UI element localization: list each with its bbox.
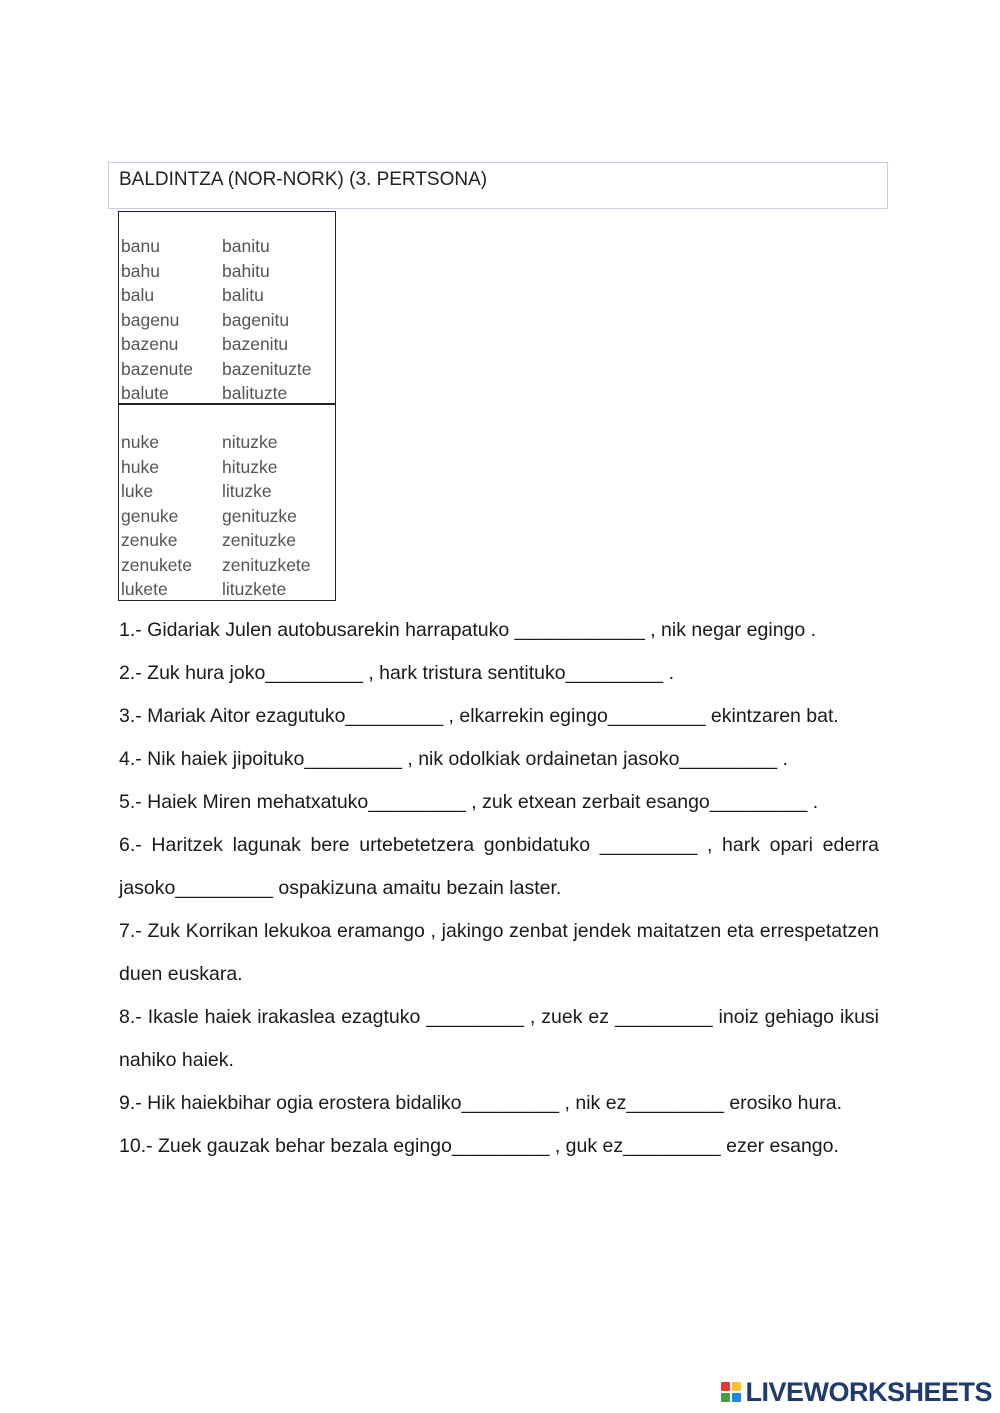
verb-table-row	[119, 553, 335, 578]
verb-table-divider	[119, 403, 335, 405]
verb-form-singular-object: bagenu	[121, 309, 180, 330]
verb-table-row	[119, 479, 335, 504]
exercise-list	[119, 609, 879, 1168]
exercise-sentence: 9.- Hik haiekbihar ogia erostera bidaliko_________ , nik ez_________ erosiko hura.	[119, 1092, 843, 1114]
verb-form-singular-object: huke	[121, 456, 159, 477]
verb-form-plural-object: bazenituzte	[222, 358, 312, 379]
verb-form-singular-object: luke	[121, 481, 154, 501]
verb-form-singular-object: nuke	[121, 432, 159, 452]
verb-form-plural-object: hituzke	[222, 456, 278, 477]
verb-form-singular-object: balute	[121, 383, 169, 403]
worksheet-title	[108, 162, 888, 209]
liveworksheets-logo	[721, 1377, 992, 1407]
verb-table-row	[119, 430, 335, 455]
verb-form-singular-object: bazenu	[121, 334, 179, 354]
verb-form-plural-object: balituzte	[222, 383, 288, 403]
verb-form-plural-object: zenituzke	[222, 530, 296, 550]
verb-form-plural-object: zenituzkete	[222, 554, 311, 575]
verb-table-row	[119, 332, 335, 357]
verb-form-singular-object: balu	[121, 285, 155, 305]
exercise-sentence: 7.- Zuk Korrikan lekukoa eramango , jakingo zenbat jendek maitatzen eta errespetatzen duen euskara.	[119, 920, 879, 985]
verb-table-row	[119, 357, 335, 382]
verb-table-row	[119, 455, 335, 480]
verb-table-row	[119, 577, 335, 602]
verb-table-row	[119, 259, 335, 284]
verb-form-plural-object: nituzke	[222, 432, 278, 452]
verb-form-singular-object: bahu	[121, 260, 160, 281]
verb-table-row	[119, 308, 335, 333]
exercise-sentence: 6.- Haritzek lagunak bere urtebetetzera gonbidatuko _________ , hark opari ederra jasoko_________ ospakizuna amaitu bezain laster.	[119, 834, 879, 899]
logo-square	[721, 1393, 730, 1402]
exercise-sentence: 4.- Nik haiek jipoituko_________ , nik odolkiak ordainetan jasoko_________ .	[119, 748, 788, 770]
verb-form-singular-object: banu	[121, 236, 160, 256]
logo-text: LIVEWORKSHEETS	[745, 1376, 992, 1407]
verb-form-plural-object: bazenitu	[222, 334, 289, 354]
exercise-sentence: 8.- Ikasle haiek irakaslea ezagtuko _________ , zuek ez _________ inoiz gehiago ikusi nahiko haiek.	[119, 1006, 879, 1071]
verb-table-row	[119, 283, 335, 308]
verb-form-singular-object: bazenute	[121, 358, 194, 379]
verb-table-top-block	[119, 234, 335, 406]
verb-form-plural-object: banitu	[222, 236, 270, 256]
verb-table-row	[119, 234, 335, 259]
verb-table-row	[119, 528, 335, 553]
exercise-sentence: 3.- Mariak Aitor ezagutuko_________ , elkarrekin egingo_________ ekintzaren bat.	[119, 705, 839, 727]
exercise-sentence: 1.- Gidariak Julen autobusarekin harrapatuko ____________ , nik negar egingo .	[119, 619, 817, 641]
exercise-sentence: 10.- Zuek gauzak behar bezala egingo_________ , guk ez_________ ezer esango.	[119, 1135, 839, 1157]
verb-form-plural-object: bahitu	[222, 260, 270, 281]
verb-form-plural-object: balitu	[222, 285, 264, 305]
verb-form-singular-object: zenuke	[121, 530, 178, 550]
logo-square	[721, 1382, 730, 1391]
verb-form-plural-object: lituzkete	[222, 579, 287, 599]
verb-table-row	[119, 504, 335, 529]
verb-form-plural-object: lituzke	[222, 481, 272, 501]
verb-form-singular-object: genuke	[121, 505, 179, 526]
verb-form-plural-object: bagenitu	[222, 309, 290, 330]
logo-mark-icon	[721, 1382, 741, 1402]
exercise-sentence: 5.- Haiek Miren mehatxatuko_________ , zuk etxean zerbait esango_________ .	[119, 791, 819, 813]
verb-table-row	[119, 381, 335, 406]
verb-form-singular-object: lukete	[121, 579, 168, 599]
verb-form-plural-object: genituzke	[222, 505, 297, 526]
verb-form-singular-object: zenukete	[121, 554, 193, 575]
worksheet-title-text: BALDINTZA (NOR-NORK) (3. PERTSONA)	[119, 169, 488, 190]
exercise-sentence: 2.- Zuk hura joko_________ , hark tristura sentituko_________ .	[119, 662, 675, 684]
verb-table-bottom-block	[119, 430, 335, 602]
logo-square	[732, 1382, 741, 1391]
verb-forms-table	[118, 211, 336, 601]
logo-square	[732, 1393, 741, 1402]
